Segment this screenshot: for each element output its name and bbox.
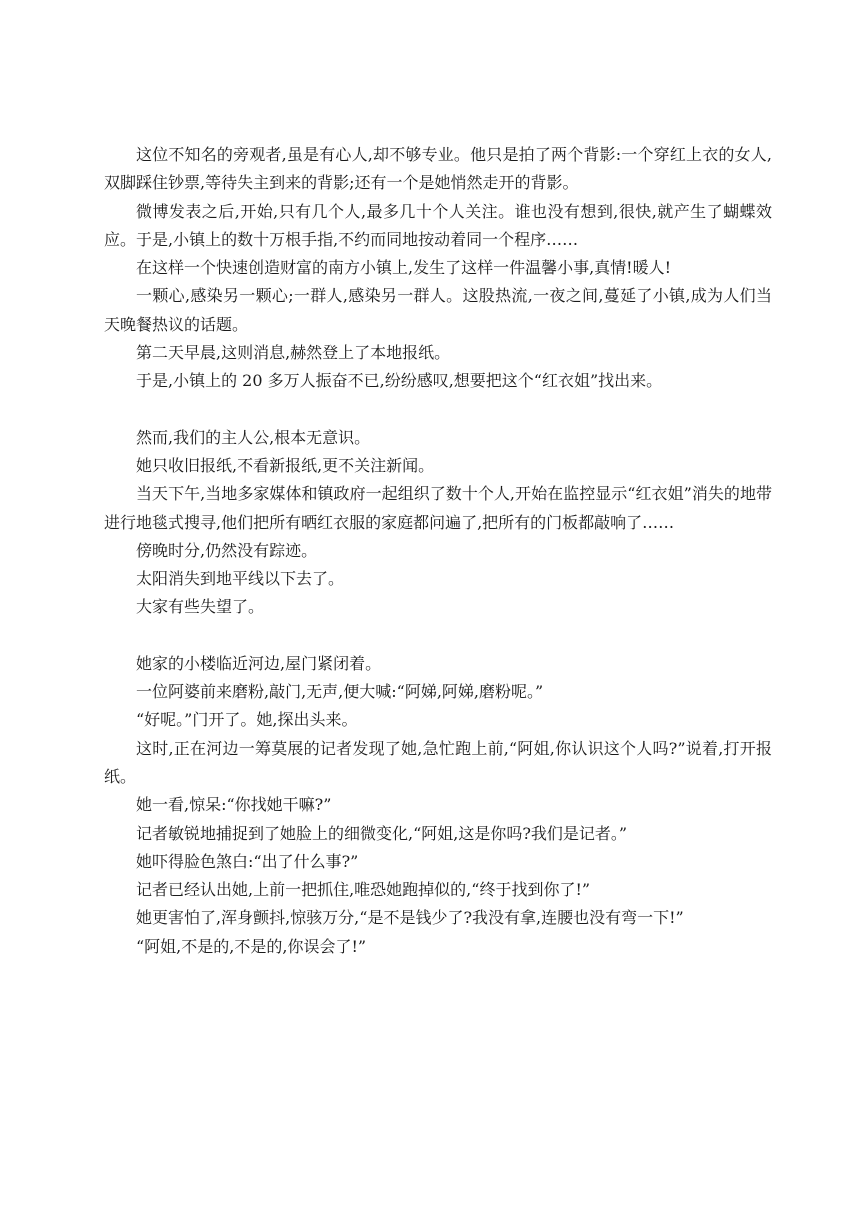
paragraph: 当天下午,当地多家媒体和镇政府一起组织了数十个人,开始在监控显示“红衣姐”消失的地带进行地毯式搜寻,他们把所有晒红衣服的家庭都问遍了,把所有的门板都敲响了…… <box>104 484 772 532</box>
paragraph: 她家的小楼临近河边,屋门紧闭着。 <box>136 653 382 673</box>
paragraph: 她一看,惊呆:“你找她干嘛?” <box>136 795 332 815</box>
paragraph: 微博发表之后,开始,只有几个人,最多几十个人关注。谁也没有想到,很快,就产生了蝴蝶效应。于是,小镇上的数十万根手指,不约而同地按动着同一个程序…… <box>104 201 772 249</box>
paragraph: 记者已经认出她,上前一把抓住,唯恐她跑掉似的,“终于找到你了!” <box>136 880 591 900</box>
paragraph: 一位阿婆前来磨粉,敲门,无声,便大喊:“阿娣,阿娣,磨粉呢。” <box>136 682 544 702</box>
paragraph: 第二天早晨,这则消息,赫然登上了本地报纸。 <box>136 343 451 363</box>
section-break <box>104 622 772 650</box>
paragraph: 她吓得脸色煞白:“出了什么事?” <box>136 851 359 871</box>
paragraph: 太阳消失到地平线以下去了。 <box>136 569 345 589</box>
paragraph: 这时,正在河边一筹莫展的记者发现了她,急忙跑上前,“阿姐,你认识这个人吗?”说着,打开报纸。 <box>104 738 772 786</box>
paragraph: 然而,我们的主人公,根本无意识。 <box>136 427 371 447</box>
paragraph: 记者敏锐地捕捉到了她脸上的细微变化,“阿姐,这是你吗?我们是记者。” <box>136 823 628 843</box>
paragraph: 傍晚时分,仍然没有踪迹。 <box>136 540 318 560</box>
section-break <box>104 396 772 424</box>
paragraph: 大家有些失望了。 <box>136 597 265 617</box>
paragraph: 一颗心,感染另一颗心;一群人,感染另一群人。这股热流,一夜之间,蔓延了小镇,成为人们当天晚餐热议的话题。 <box>104 286 772 334</box>
paragraph: 于是,小镇上的 20 多万人振奋不已,纷纷感叹,想要把这个“红衣姐”找出来。 <box>136 371 663 391</box>
paragraph: “阿姐,不是的,不是的,你误会了!” <box>136 936 367 956</box>
paragraph: “好呢。”门开了。她,探出头来。 <box>136 710 358 730</box>
paragraph: 在这样一个快速创造财富的南方小镇上,发生了这样一件温馨小事,真情!暖人! <box>136 258 672 278</box>
story-text <box>104 141 772 961</box>
paragraph: 她更害怕了,浑身颤抖,惊骇万分,“是不是钱少了?我没有拿,连腰也没有弯一下!” <box>136 908 684 928</box>
paragraph: 这位不知名的旁观者,虽是有心人,却不够专业。他只是拍了两个背影:一个穿红上衣的女人,双脚踩住钞票,等待失主到来的背影;还有一个是她悄然走开的背影。 <box>104 145 772 193</box>
paragraph: 她只收旧报纸,不看新报纸,更不关注新闻。 <box>136 455 435 475</box>
